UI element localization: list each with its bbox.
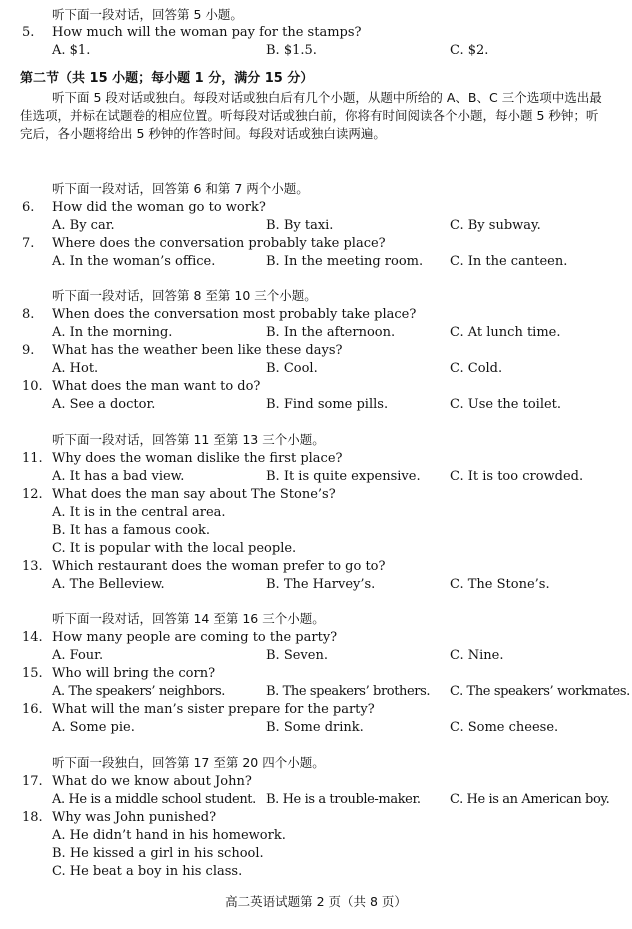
question-text: Why does the woman dislike the first place? xyxy=(52,451,343,466)
option-a: A. It has a bad view. xyxy=(52,469,185,484)
question-number: 16. xyxy=(22,702,43,717)
option-a: A. He didn’t hand in his homework. xyxy=(52,828,286,843)
option-b: B. Seven. xyxy=(266,648,328,663)
question-number: 13. xyxy=(22,559,43,574)
section-instruction: 听下面一段对话，回答第 6 和第 7 两个小题。 xyxy=(52,181,309,196)
option-b: B. By taxi. xyxy=(266,218,334,233)
question-text: Who will bring the corn? xyxy=(52,666,216,681)
option-a: A. It is in the central area. xyxy=(52,505,226,520)
option-b: B. In the afternoon. xyxy=(266,325,396,340)
question-text: Where does the conversation probably take place? xyxy=(52,236,386,251)
question-text: What does the man want to do? xyxy=(52,379,261,394)
option-c: C. In the canteen. xyxy=(450,254,568,269)
option-a: A. Four. xyxy=(52,648,104,663)
option-b: B. He kissed a girl in his school. xyxy=(52,846,264,861)
section-instruction: 听下面一段对话，回答第 8 至第 10 三个小题。 xyxy=(52,288,317,303)
question-number: 14. xyxy=(22,630,43,645)
option-b: B. In the meeting room. xyxy=(266,254,424,269)
option-c: C. The speakers’ workmates. xyxy=(450,684,630,699)
question-number: 18. xyxy=(22,810,43,825)
option-b: B. Cool. xyxy=(266,361,318,376)
option-b: B. Some drink. xyxy=(266,720,364,735)
option-c: C. $2. xyxy=(450,43,489,58)
option-b: B. The speakers’ brothers. xyxy=(266,684,431,699)
option-c: C. He beat a boy in his class. xyxy=(52,864,243,879)
option-c: C. It is popular with the local people. xyxy=(52,541,297,556)
question-number: 7. xyxy=(22,236,35,251)
option-a: A. In the woman’s office. xyxy=(52,254,216,269)
option-a: A. He is a middle school student. xyxy=(52,792,256,807)
question-number: 17. xyxy=(22,774,43,789)
option-c: C. Some cheese. xyxy=(450,720,559,735)
question-text: How many people are coming to the party? xyxy=(52,630,338,645)
option-c: C. Use the toilet. xyxy=(450,397,562,412)
question-text: Which restaurant does the woman prefer to go to? xyxy=(52,559,386,574)
option-b: B. It is quite expensive. xyxy=(266,469,421,484)
page-footer: 高二英语试题第 2 页（共 8 页） xyxy=(225,894,407,909)
question-number: 10. xyxy=(22,379,43,394)
option-c: C. The Stone’s. xyxy=(450,577,550,592)
question-text: What has the weather been like these days? xyxy=(52,343,343,358)
question-text: When does the conversation most probably take place? xyxy=(52,307,417,322)
question-text: How much will the woman pay for the stamps? xyxy=(52,25,362,40)
option-b: B. $1.5. xyxy=(266,43,317,58)
question-number: 9. xyxy=(22,343,35,358)
question-number: 8. xyxy=(22,307,35,322)
option-c: C. At lunch time. xyxy=(450,325,561,340)
option-b: B. He is a trouble-maker. xyxy=(266,792,421,807)
section-heading: 第二节（共 15 小题；每小题 1 分，满分 15 分） xyxy=(20,71,314,86)
option-a: A. $1. xyxy=(52,43,91,58)
option-c: C. He is an American boy. xyxy=(450,792,610,807)
section-directions: 听下面 5 段对话或独白。每段对话或独白后有几个小题，从题中所给的 A、B、C 三个选项中选出最佳选项，并标在试题卷的相应位置。听每段对话或独白前，你将有时间阅读各个小题，每小题 5 秒钟；听完后，各小题将给出 5 秒钟的作答时间。每段对话或独白读两遍。 xyxy=(20,90,602,141)
question-number: 5. xyxy=(22,25,35,40)
option-a: A. See a doctor. xyxy=(52,397,156,412)
question-text: Why was John punished? xyxy=(52,810,217,825)
section-instruction: 听下面一段对话，回答第 14 至第 16 三个小题。 xyxy=(52,611,325,626)
question-text: What does the man say about The Stone’s? xyxy=(52,487,336,502)
option-a: A. The Belleview. xyxy=(52,577,165,592)
option-a: A. Some pie. xyxy=(52,720,135,735)
option-c: C. Nine. xyxy=(450,648,504,663)
question-text: What will the man’s sister prepare for the party? xyxy=(52,702,375,717)
option-b: B. The Harvey’s. xyxy=(266,577,376,592)
option-b: B. Find some pills. xyxy=(266,397,389,412)
section-instruction: 听下面一段独白，回答第 17 至第 20 四个小题。 xyxy=(52,755,325,770)
option-a: A. By car. xyxy=(52,218,115,233)
section-instruction: 听下面一段对话，回答第 11 至第 13 三个小题。 xyxy=(52,432,325,447)
option-b: B. It has a famous cook. xyxy=(52,523,210,538)
option-a: A. The speakers’ neighbors. xyxy=(52,684,225,699)
question-number: 6. xyxy=(22,200,35,215)
option-c: C. By subway. xyxy=(450,218,541,233)
option-a: A. Hot. xyxy=(52,361,99,376)
option-c: C. It is too crowded. xyxy=(450,469,584,484)
question-number: 15. xyxy=(22,666,43,681)
section-instruction: 听下面一段对话，回答第 5 小题。 xyxy=(52,7,243,22)
question-text: What do we know about John? xyxy=(52,774,252,789)
question-number: 11. xyxy=(22,451,43,466)
option-c: C. Cold. xyxy=(450,361,503,376)
question-number: 12. xyxy=(22,487,43,502)
question-text: How did the woman go to work? xyxy=(52,200,266,215)
option-a: A. In the morning. xyxy=(52,325,173,340)
